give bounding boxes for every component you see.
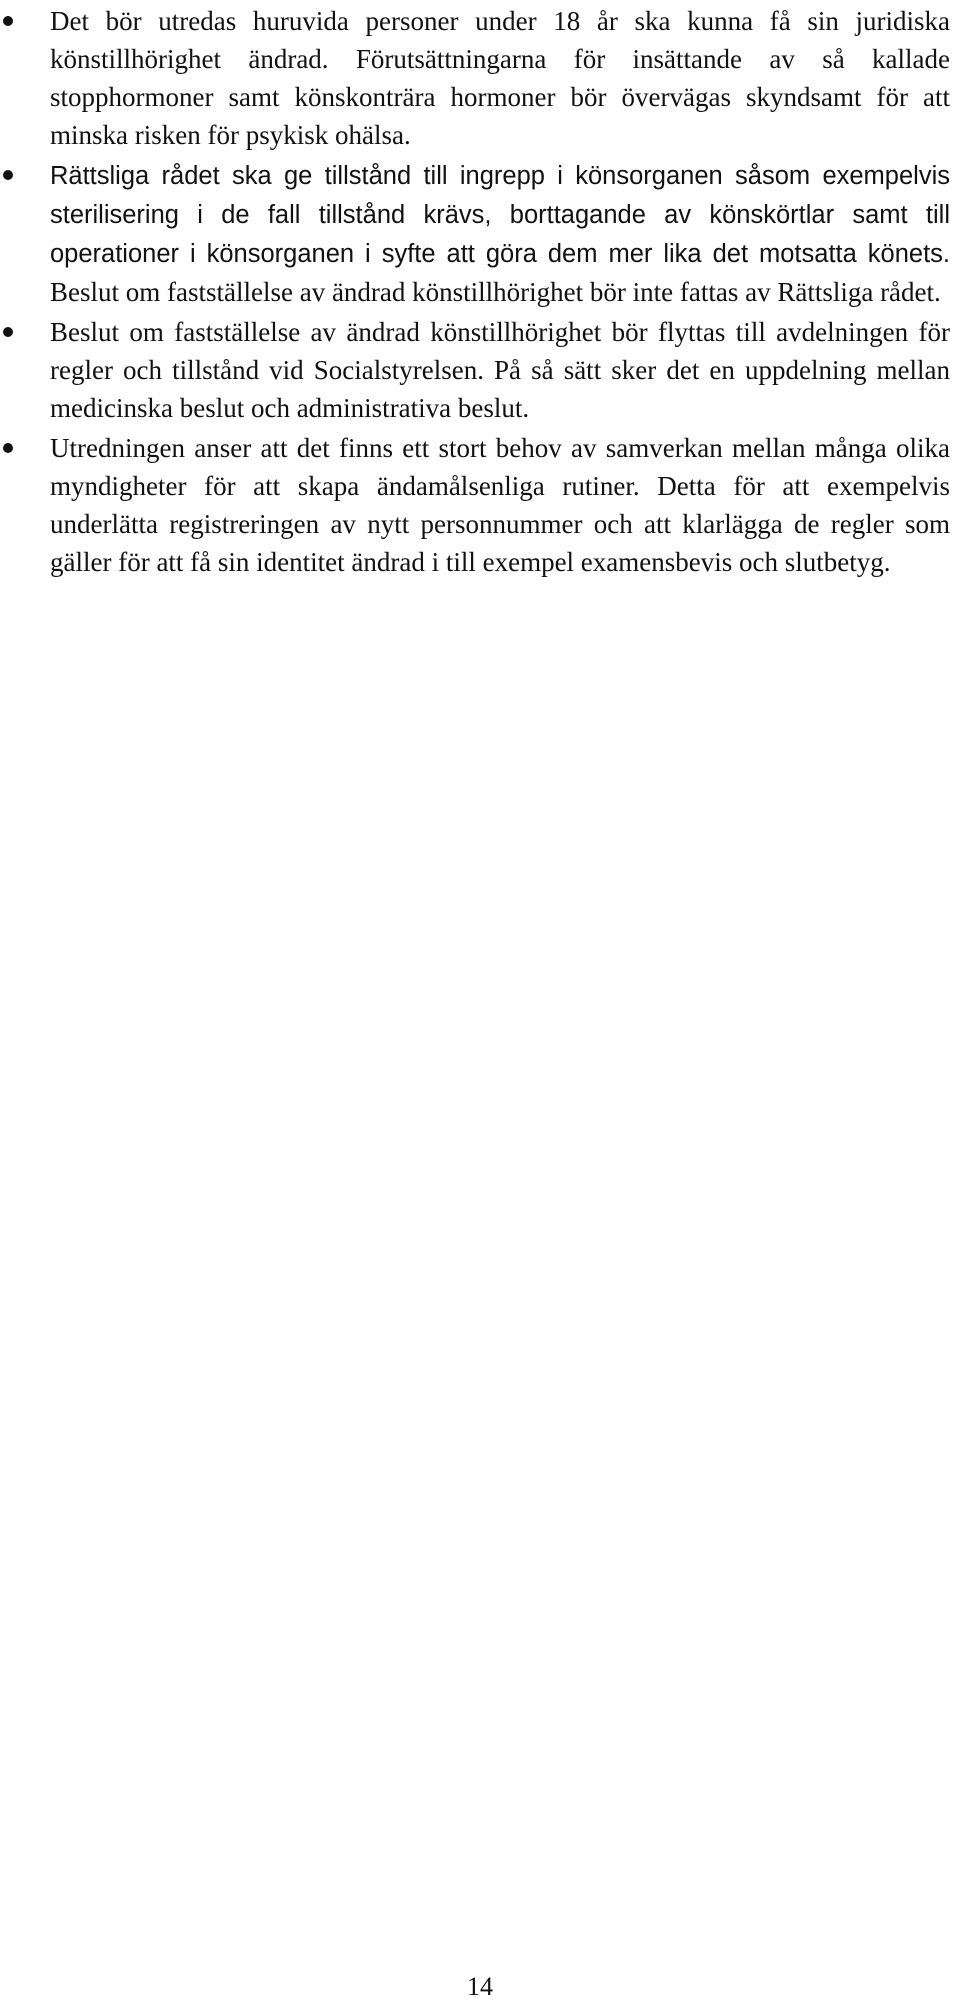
text-segment: Rättsliga rådet ska ge tillstånd till ingrepp i könsorganen såsom exempelvis sterilisering i de fall tillstånd krävs, borttagande av könskörtlar samt till operationer i könsorganen i syfte att göra dem mer lika det motsatta könets.: [50, 162, 950, 268]
list-item-text: [50, 313, 950, 427]
list-item-text: [50, 429, 950, 581]
bullet-icon: [3, 16, 13, 26]
list-item: [0, 156, 960, 311]
list-item: [0, 429, 960, 581]
bullet-icon: [3, 170, 13, 180]
list-item-text: [50, 156, 950, 311]
list-item: [0, 2, 960, 154]
bullet-icon: [3, 327, 13, 337]
text-segment: Det bör utredas huruvida personer under 18 år ska kunna få sin juridiska könstillhörighet ändrad. Förutsättningarna för insättande av så kallade stopphormoner samt könskonträra hormoner bör övervägas skyndsamt för att minska risken för psykisk ohälsa.: [50, 6, 950, 150]
text-segment: Beslut om fastställelse av ändrad könstillhörighet bör flyttas till avdelningen för regler och tillstånd vid Socialstyrelsen. På så sätt sker det en uppdelning mellan medicinska beslut och administrativa beslut.: [50, 317, 950, 423]
bullet-list: [0, 0, 960, 583]
list-item-text: [50, 2, 950, 154]
text-segment: Beslut om fastställelse av ändrad könstillhörighet bör inte fattas av Rättsliga rådet.: [50, 277, 941, 307]
bullet-icon: [3, 443, 13, 453]
text-segment: Utredningen anser att det finns ett stort behov av samverkan mellan många olika myndigheter för att skapa ändamålsenliga rutiner. Detta för att exempelvis underlätta registreringen av nytt personnummer och att klarlägga de regler som gäller för att få sin identitet ändrad i till exempel examensbevis och slutbetyg.: [50, 433, 950, 577]
list-item: [0, 313, 960, 427]
page-number: 14: [467, 1972, 493, 2001]
